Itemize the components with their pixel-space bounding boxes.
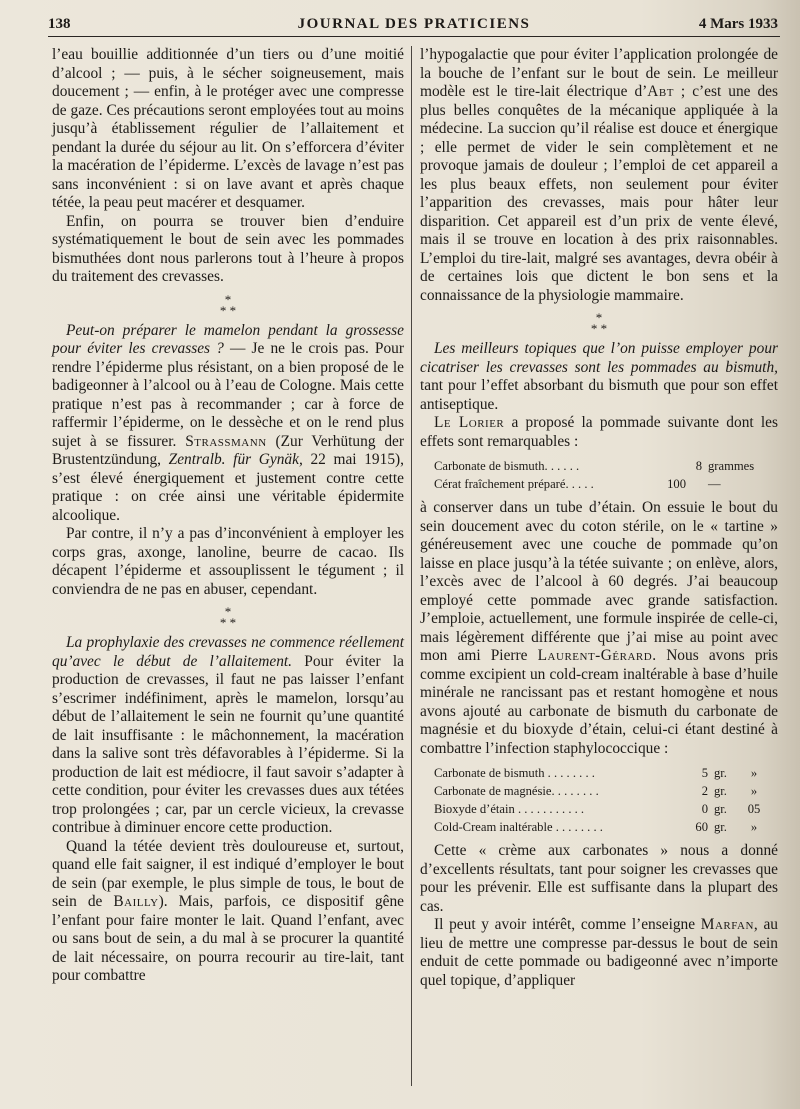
section-separator-asterism: * * * [219,604,237,630]
section-separator-asterism: * * * [219,291,237,318]
author-name: Marfan [700,916,754,933]
recipe-row: Bioxyde d’étain . . . . . . . . . . . 0 gr. 05 [434,802,761,816]
journal-title: JOURNAL DES PRATICIENS [297,16,531,32]
question-heading: Peut-on préparer le mamelon pendant la grossesse pour éviter les crevasses ? [52,321,404,357]
issue-date: 4 Mars 1933 [698,16,778,32]
paragraph: Quand la tétée devient très douloureuse et, surtout, quand elle fait saigner, il est indiqué d’employer le bout de sein (par exemple, le plus simple de tous, le bout de sein de Bailly). Mais, parfois, ce dispositif gêne l’enfant pour faire monter le lait. Quand l’enfant, avec ou sans bout de sein, a du mal à se procurer la quantité de lait nécessaire, on pourra recourir au tire-lait, tant pour combattre [52,837,405,984]
journal-reference: Zentralb. für Gynäk, [168,451,303,468]
paragraph: à conserver dans un tube d’étain. On essuie le bout du sein doucement avec du coton stérile, on le « tartine » généreusement avec une couche de pommade qu’on laisse en place jusqu’à la tétée suivante ; on enlève, alors, l’excès avec de l’alcool à 60 degrés. J’ai beaucoup employé cette pommade avec grande satisfaction. J’emploie, actuellement, une formule inspirée de celle-ci, mais légèrement différente que j’ai mise au point avec mon ami Pierre Laurent-Gérard. Nous avons pris comme excipient un cold-cream inaltérable à base d’huile minérale ne rancissant pas et restant homogène et nous avons ajouté au carbonate de bismuth du carbonate de magnésie et du bioxyde d’étain, celui-ci étant destiné à combattre l’infection staphylococcique : [420,499,778,757]
recipe-row: Carbonate de magnésie. . . . . . . . 2 gr. » [434,784,758,798]
paragraph: Il peut y avoir intérêt, comme l’enseigne Marfan, au lieu de mettre une compresse par-dessus le bout de sein enduit de cette pommade ou badigeonné avec n’importe quel topique, d’appliquer [420,916,778,989]
paragraph: Les meilleurs topiques que l’on puisse employer pour cicatriser les crevasses sont les pommades au bismuth, tant pour l’effet absorbant du bismuth que pour son effet antiseptique. [420,340,778,413]
author-name: Laurent-Gérard [537,647,653,664]
section-separator-asterism: * * * [590,310,608,336]
paragraph: La prophylaxie des crevasses ne commence réellement qu’avec le début de l’allaitement. Pour éviter la production de crevasses, il faut ne pas laisser l’enfant s’escrimer indéfiniment, après le mamelon, lorsqu’au début de l’allaitement le sein ne fournit qu’une quantité de lait insuffisante : le mâchonnement, la macération dans la salive sont très défavorables à l’épiderme. Si la production de lait est médiocre, il faut savoir s’adapter à cette condition, pour éviter les crevasses dues aux tétées trop prolongées ; car, par un cercle vicieux, la crevasse contribue à diminuer encore cette production. [52,634,404,836]
paragraph: Par contre, il n’y a pas d’inconvénient à employer les corps gras, axonge, lanoline, beurre de cacao. Ils décapent l’épiderme et assouplissent le tégument ; il conviendra de ne pas en abuser, cependant. [52,525,404,598]
author-name: Abt [647,83,674,100]
paragraph: Peut-on préparer le mamelon pendant la grossesse pour éviter les crevasses ? — Je ne le crois pas. Pour rendre l’épiderme plus résistant, on a bien proposé de le badigeonner à l’alcool ou à l’eau de Cologne. Mais cette pratique n’est pas à recommander ; car à force de raffermir l’épiderme, on le dessèche et on le rend plus sujet à se fissurer. Strassmann (Zur Verhütung der Brustentzündung, Zentralb. für Gynäk, 22 mai 1915), s’est élevé énergiquement et justement contre cette pratique : on crée ainsi une véritable épidermite alcoolique. [52,321,405,524]
page-header [48,14,780,37]
paragraph: Enfin, on pourra se trouver bien d’enduire systématiquement le bout de sein avec les pommades bismuthées dont nous parlerons tout à l’heure à propos du traitement des crevasses. [52,212,404,285]
recipe-row: Cold-Cream inaltérable . . . . . . . . 60 gr. » [434,820,758,834]
left-column [52,46,404,986]
recipe-row: Carbonate de bismuth. . . . . . 8 grammes [434,459,755,473]
paragraph: l’hypogalactie que pour éviter l’application prolongée de la bouche de l’enfant sur le bout de sein. Le meilleur modèle est le tire-lait électrique d’Abt ; c’est une des plus belles conquêtes de la mécanique appliquée à la médecine. La succion qu’il réalise est douce et énergique ; elle permet de vider le sein complètement et ne provoque jamais de douleur ; l’emploi de cet appareil a les plus beaux effets, non seulement pour éviter l’apparition des crevasses, mais pour hâter leur disparition. Cet appareil est d’un prix de vente élevé, mais il se trouve en location à des prix raisonnables. L’emploi du tire-lait, malgré ses avantages, devra obéir à de certaines lois que dictent le bon sens et la connaissance de la physiologie mammaire. [420,46,778,304]
paragraph: Le Lorier a proposé la pommade suivante dont les effets sont remarquables : [420,414,778,450]
recipe-row: Cérat fraîchement préparé. . . . . 100 — [434,477,721,491]
page-number: 138 [48,16,71,32]
column-divider [411,46,412,1086]
recipe-table-2 [434,764,764,836]
italic-lead: Les meilleurs topiques que l’on puisse employer pour cicatriser les crevasses sont les pommades au bismuth, [420,340,778,376]
recipe-row: Carbonate de bismuth . . . . . . . . 5 gr. » [434,766,758,780]
author-name: Le Lorier [434,414,505,431]
author-name: Bailly [113,893,159,910]
italic-lead: La prophylaxie des crevasses ne commence réellement qu’avec le début de l’allaitement. [52,634,404,670]
right-column [420,46,778,990]
paragraph: Cette « crème aux carbonates » nous a donné d’excellents résultats, tant pour soigner les crevasses que pour les prévenir. Elle est suffisante dans la plupart des cas. [420,842,778,915]
paragraph: l’eau bouillie additionnée d’un tiers ou d’une moitié d’alcool ; — puis, à le sécher soigneusement, mais doucement ; — enfin, à le protéger avec une compresse de gaze. Ces précautions seront employées tout au moins jusqu’à établissement régulier de l’allaitement et pendant la durée du séjour au lit. On s’efforcera d’éviter la macération de l’épiderme. L’excès de lavage n’est pas sans inconvénient : si on lave avant et après chaque tétée, la peau peut macérer et desquamer. [52,46,404,211]
recipe-table-1 [434,457,764,493]
author-name: Strassmann [185,432,267,450]
